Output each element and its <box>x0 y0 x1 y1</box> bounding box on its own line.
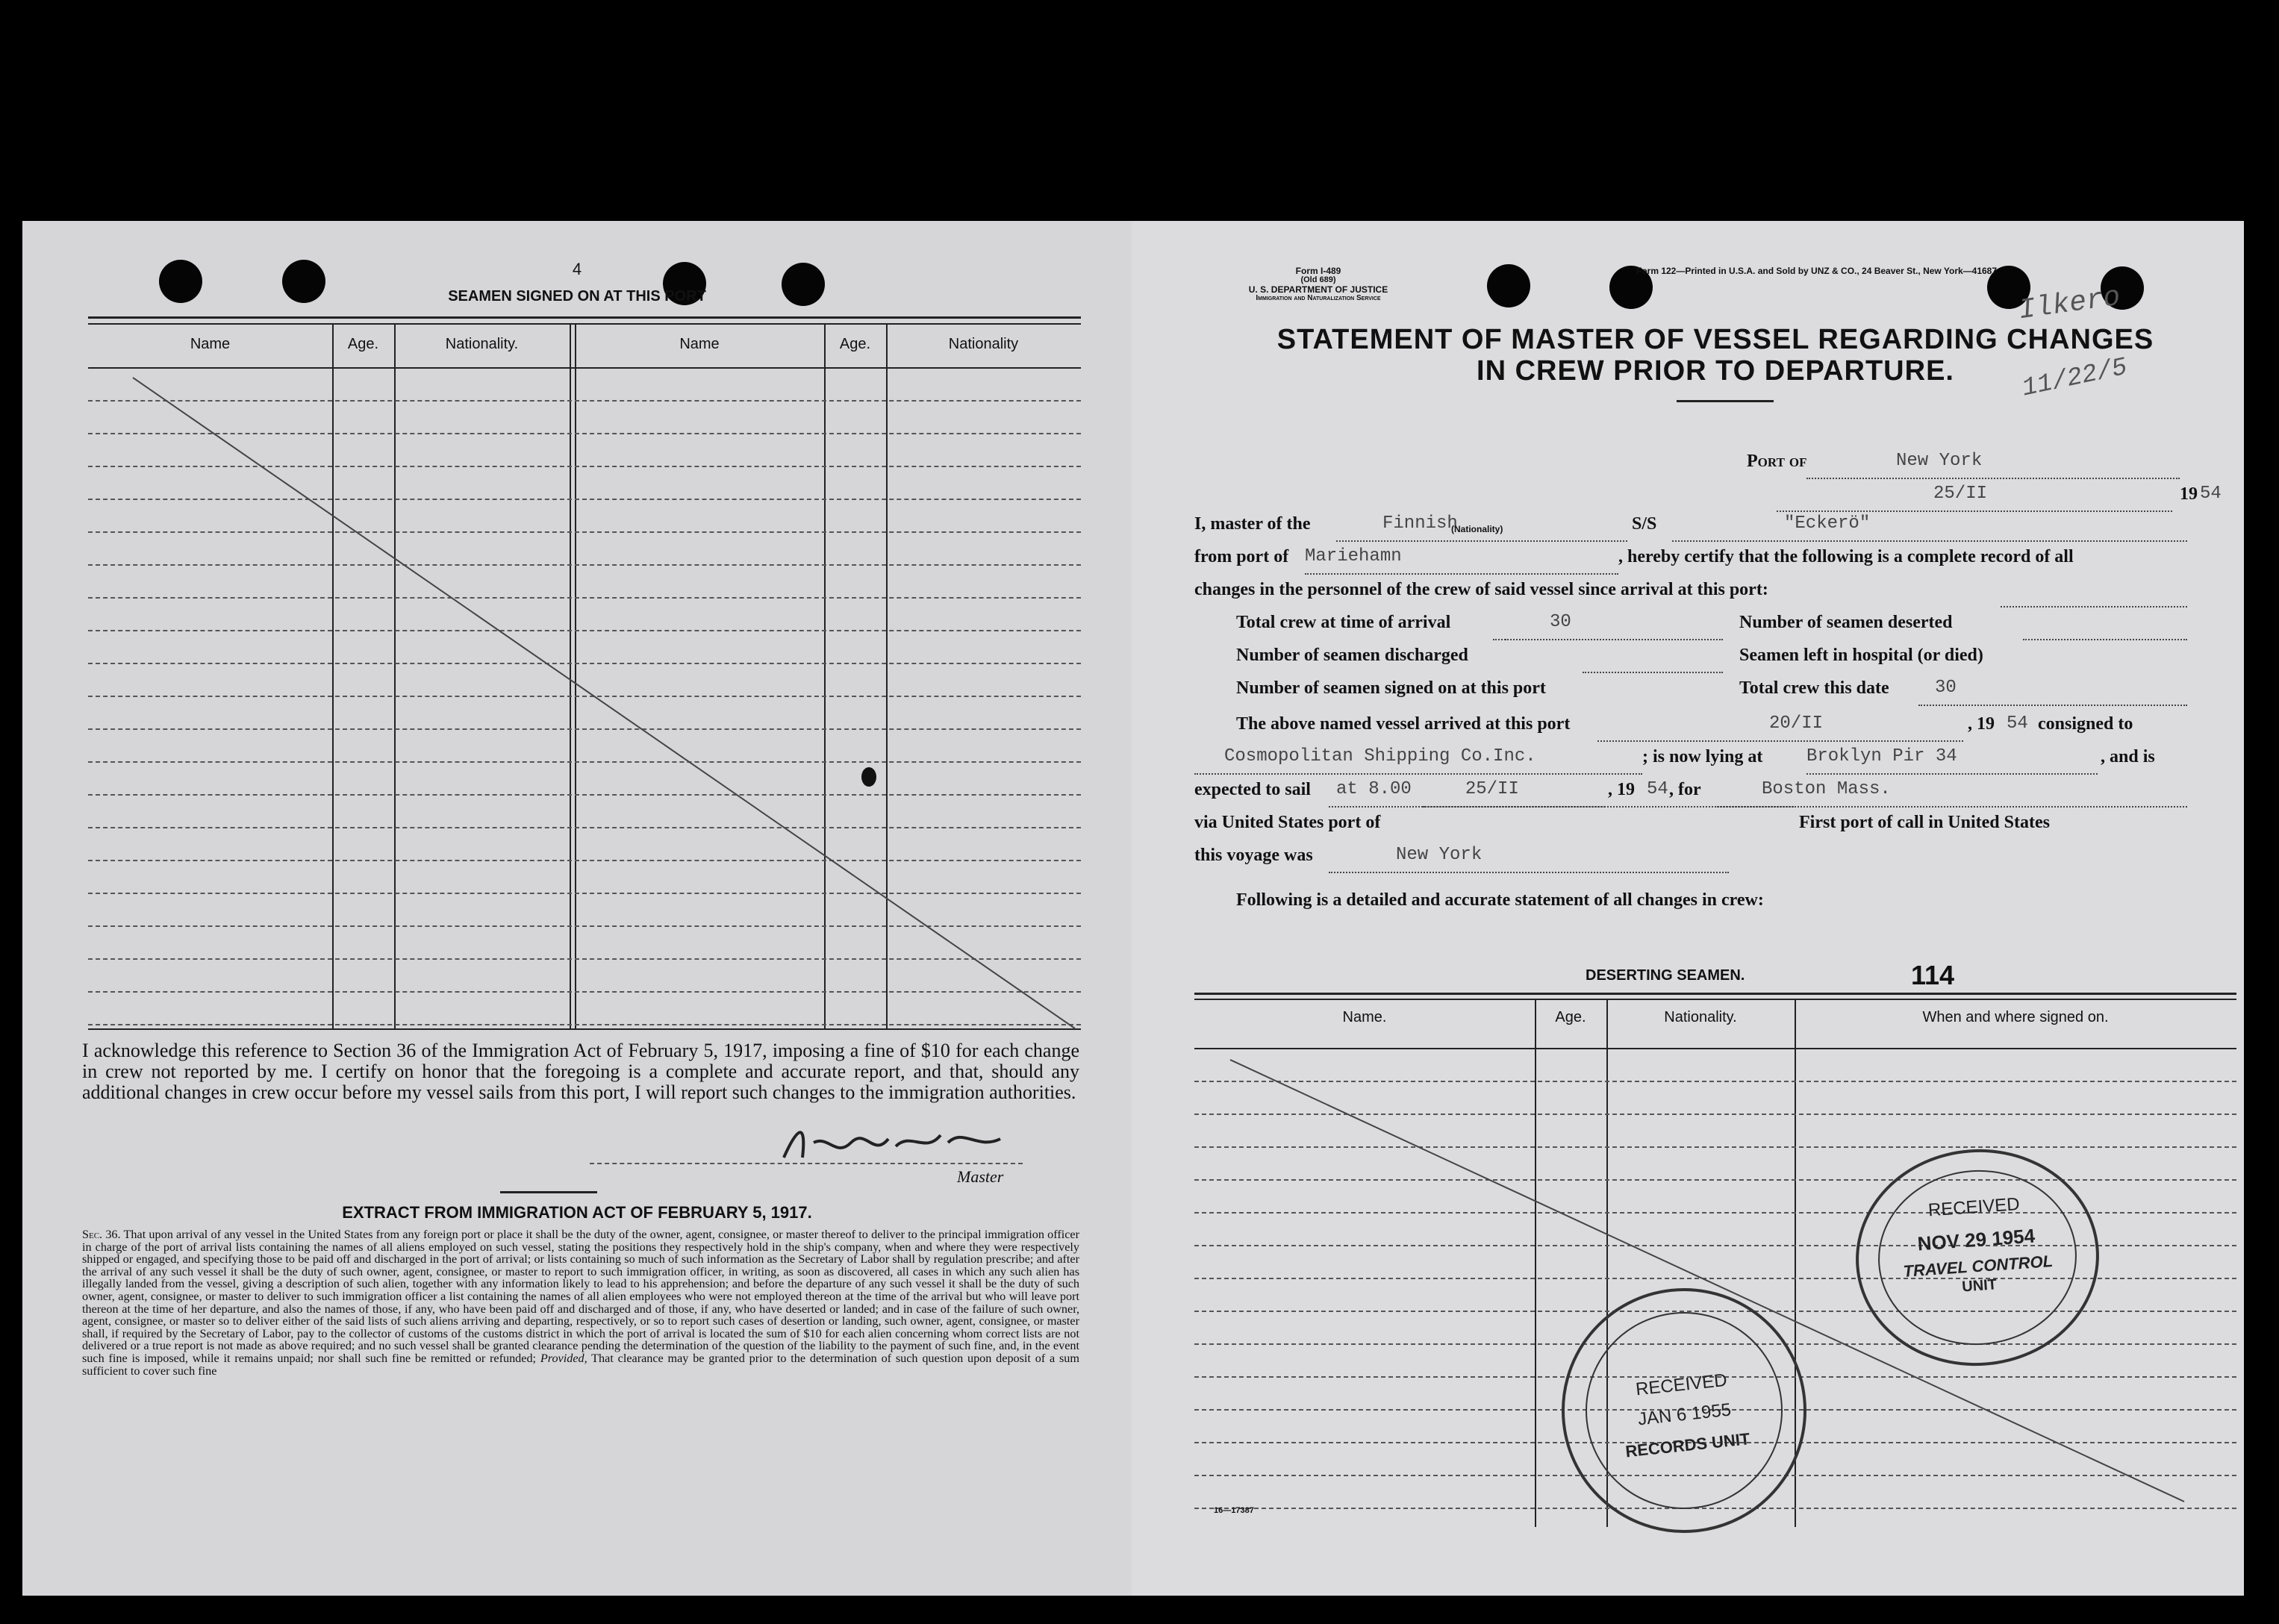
department: U. S. DEPARTMENT OF JUSTICE <box>1248 284 1388 295</box>
lying-value: Broklyn Pir 34 <box>1806 740 2098 775</box>
column-header: Nationality. <box>445 336 519 352</box>
from-port-value: Mariehamn <box>1305 540 1618 575</box>
stamp-unit: TRAVEL CONTROL <box>1902 1251 2054 1281</box>
column-header: Age. <box>1555 1009 1586 1025</box>
vessel-name: "Eckerö" <box>1672 508 2187 542</box>
expected-label: expected to sail <box>1194 780 1311 799</box>
arrived-date: 20/II <box>1597 708 1963 742</box>
column-header: Name. <box>1342 1009 1387 1025</box>
stamp-unit-suffix: UNIT <box>1961 1276 1998 1296</box>
master-label: Master <box>957 1167 1004 1186</box>
handwritten-date: 11/22/5 <box>2019 353 2130 404</box>
deserted-label: Number of seamen deserted <box>1739 613 1953 632</box>
sail-year: 54 <box>1647 779 1668 799</box>
form-old-number: (Old 689) <box>1300 275 1336 284</box>
extract-body <box>82 1228 1079 1377</box>
divider <box>500 1191 597 1193</box>
expected-value: at 8.00 25/II <box>1329 773 1605 808</box>
from-port-label: from port of <box>1194 547 1289 566</box>
cancel-line <box>22 221 1132 1596</box>
deserting-heading: DESERTING SEAMEN. <box>1586 967 1745 984</box>
total-crew-value: 30 <box>1505 606 1723 640</box>
vessel-type: S/S <box>1632 514 1657 534</box>
column-header: Name <box>679 336 720 352</box>
extract-section: Sec. 36. <box>82 1228 121 1241</box>
port-of-value: New York <box>1806 445 2180 479</box>
ink-blot <box>861 767 876 787</box>
service: Immigration and Naturalization Service <box>1256 294 1381 302</box>
stamp-date: NOV 29 1954 <box>1916 1224 2036 1255</box>
date-value: 25/II <box>1777 478 2172 512</box>
via-label: via United States port of <box>1194 813 1381 832</box>
arrived-year: 54 <box>2007 713 2028 734</box>
column-header: Nationality. <box>1664 1009 1737 1025</box>
form-title-line2: IN CREW PRIOR TO DEPARTURE. <box>1477 355 1954 387</box>
following-text: Following is a detailed and accurate statement of all changes in crew: <box>1236 890 1764 910</box>
first-port-label: First port of call in United States <box>1799 813 2050 832</box>
form-title-line1: STATEMENT OF MASTER OF VESSEL REGARDING CHANGES <box>1276 324 2154 355</box>
changes-text: changes in the personnel of the crew of said vessel since arrival at this port: <box>1194 580 1768 599</box>
port-of-label: Port of <box>1747 452 1807 471</box>
extract-title: EXTRACT FROM IMMIGRATION ACT OF FEBRUARY 5, 1917. <box>342 1203 812 1222</box>
column-header: Age. <box>347 336 379 352</box>
voyage-label: this voyage was <box>1194 846 1313 865</box>
signed-on-label: Number of seamen signed on at this port <box>1236 678 1546 698</box>
total-today-value: 30 <box>1918 672 2187 706</box>
printer-line: Form 122—Printed in U.S.A. and Sold by UNZ & CO., 24 Beaver St., New York—41687 <box>1636 266 1998 276</box>
column-header: Age. <box>839 336 871 352</box>
column-header: Nationality <box>948 336 1019 352</box>
extract-text: That upon arrival of any vessel in the United States from any foreign port or place it shall be the duty of the owner, agent, consignee, or master thereof to deliver to the principal immigration officer in charge of the port of arrival lists containing the names of all aliens employed on such vessel, stating the positions they respectively hold in the ship's company, when and where they were respectively shipped or engaged, and specifying those to be paid off and discharged in the port of arrival; or lists containing so much of such information as the Secretary of Labor shall by regulation prescribe; and after the arrival of any such vessel it shall be the duty of such owner, agent, consignee, or master to report to such immigration officer, in writing, as soon as discovered, all cases in which any such alien has illegally landed from the vessel, giving a description of such alien, together with any information likely to lead to his apprehension; and before the departure of any such vessel it shall be the duty of such owner, agent, consignee, or master to deliver to such immigration officer a list containing the names of all alien employees who were not employed thereon at the time of the arrival but who will leave port thereon at the time of her departure, and also the names of those, if any, who have been paid off and discharged and of those, if any, who have deserted or landed; and in case of the failure of such owner, agent, consignee, or master so to deliver either of the said lists of such aliens arriving and departing, respectively, or so to report such cases of desertion or landing, such owner, agent, consignee, or master shall, if required by the Secretary of Labor, pay to the collector of customs of the customs district in which the port of arrival is located the sum of $10 for each alien concerning whom correct lists are not delivered or a true report is not made as above required; and no such vessel shall be granted clearance pending the determination of the question of the liability to the payment of such fine, and, in the event such fine is imposed, while it remains unpaid; nor shall such fine be remitted or refunded; <box>82 1228 1079 1365</box>
stamp-received: RECEIVED <box>1927 1193 2021 1221</box>
consigned-label: consigned to <box>2038 714 2133 734</box>
page-number: 4 <box>572 260 582 278</box>
form-number: Form I-489 <box>1295 266 1341 276</box>
footer-code: 16—17387 <box>1214 1506 1254 1515</box>
discharged-label: Number of seamen discharged <box>1236 646 1468 665</box>
column-header: When and where signed on. <box>1922 1009 2109 1025</box>
hospital-label: Seamen left in hospital (or died) <box>1739 646 1983 665</box>
stamp-received: RECEIVED <box>1634 1370 1728 1400</box>
arrived-label: The above named vessel arrived at this port <box>1236 714 1571 734</box>
for-label: , for <box>1669 780 1701 799</box>
left-page <box>22 221 1132 1596</box>
total-today-label: Total crew this date <box>1739 678 1889 698</box>
master-of-label: I, master of the <box>1194 514 1311 534</box>
year-value: 54 <box>2200 484 2222 504</box>
master-signature <box>769 1120 1015 1165</box>
right-page <box>1132 221 2244 1596</box>
page-stamp-number: 114 <box>1911 960 1955 990</box>
form-body: Port of New York 25/II 19 54 I, master of the Finnish S/S "Eckerö" (Nationality) from port of Mariehamn , hereby certify that the following is a complete record of all changes in the personnel of the crew of said vessel since arrival at this port: Total crew at time of arrival 30 Number of seamen deserted Number of seamen discharged Seamen left in hospital (or died) Number of seamen signed on at this port Total crew this date 30 The above named vessel arrived at this port 20/II , 19 54 consigned to Cosmopolitan Shipping Co.Inc. ; is now lying at Broklyn Pir 34 , and is expected to sail at 8.00 25/II , 19 54 , for Boston Mass. via United States port of First port of call in United States this voyage was New York Following is a detailed and accurate statement of all changes in crew: <box>1194 445 2239 911</box>
and-is: , and is <box>2101 747 2155 766</box>
consignee: Cosmopolitan Shipping Co.Inc. <box>1194 740 1642 775</box>
handwritten-note: Ilkero <box>2016 281 2123 328</box>
total-crew-label: Total crew at time of arrival <box>1236 613 1451 632</box>
stamp-date: JAN 6 1955 <box>1636 1399 1733 1430</box>
extract-provided: Provided, <box>540 1351 587 1365</box>
section-heading: SEAMEN SIGNED ON AT THIS PORT <box>448 288 706 304</box>
acknowledgement-text: I acknowledge this reference to Section 36 of the Immigration Act of February 5, 1917, imposing a fine of $10 for each change in crew not reported by me. I certify on honor that the foregoing is a complete and accurate report, and that, should any additional changes in crew occur before my vessel sails from this port, I will report such changes to the immigration authorities. <box>82 1040 1079 1103</box>
for-value: Boston Mass. <box>1717 773 2187 808</box>
nationality-value: Finnish <box>1336 508 1627 542</box>
lying-label: ; is now lying at <box>1642 747 1763 766</box>
nationality-caption: (Nationality) <box>1451 524 1503 534</box>
voyage-value: New York <box>1329 839 1729 873</box>
year-prefix: 19 <box>2180 484 2198 504</box>
certify-text: , hereby certify that the following is a complete record of all <box>1618 547 2074 566</box>
column-header: Name <box>190 336 231 352</box>
stamp-unit: RECORDS UNIT <box>1624 1429 1751 1461</box>
extract-tail: That clearance may be granted prior to the determination of such question upon deposit of a sum sufficient to cover such fine <box>82 1351 1079 1378</box>
